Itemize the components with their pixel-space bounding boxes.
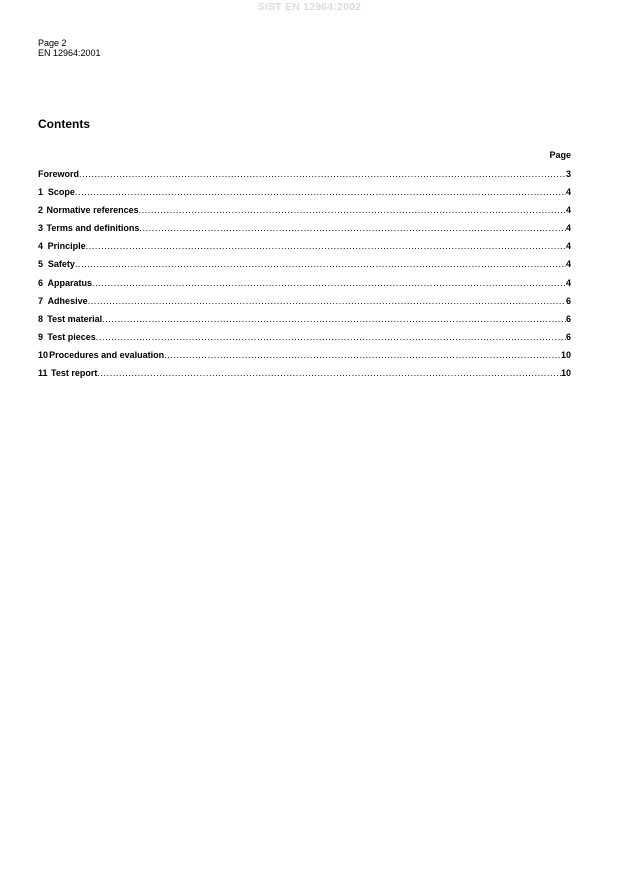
toc-entry-number: 5 [38,259,44,270]
toc-entry-number: 3 [38,223,44,234]
toc-entry[interactable] [38,165,571,183]
toc-entry-title: Test material [47,313,103,324]
toc-dot-leader [75,255,566,273]
toc-entry[interactable] [38,274,571,292]
toc-entry[interactable] [38,237,571,255]
contents-heading: Contents [38,117,90,131]
toc-entry[interactable] [38,292,571,310]
toc-dot-leader [139,201,566,219]
toc-entry-title: Normative references [46,205,139,216]
toc-entry-page: 4 [565,277,571,288]
table-of-contents [38,165,571,382]
toc-dot-leader [92,274,566,292]
toc-entry-page: 4 [565,205,571,216]
toc-entry-title: Safety [47,259,75,270]
toc-dot-leader [164,346,561,364]
toc-entry-number: 6 [38,277,44,288]
toc-entry-number: 4 [38,241,44,252]
toc-dot-leader [96,328,566,346]
toc-entry[interactable] [38,364,571,382]
toc-entry-page: 4 [565,259,571,270]
page-column-label: Page [549,150,571,160]
toc-dot-leader [79,165,566,183]
toc-entry-page: 6 [565,313,571,324]
toc-entry-title: Test report [50,368,98,379]
page-header [38,38,101,58]
toc-dot-leader [88,292,566,310]
toc-entry[interactable] [38,183,571,201]
toc-entry-page: 6 [565,295,571,306]
toc-entry-page: 4 [565,241,571,252]
toc-dot-leader [75,183,566,201]
toc-entry-number: 8 [38,313,44,324]
toc-entry-page: 4 [565,223,571,234]
toc-dot-leader [139,219,566,237]
toc-entry-number: 11 [38,368,48,379]
watermark: SIST EN 12964:2002 [257,1,362,13]
toc-entry[interactable] [38,201,571,219]
toc-entry-page: 10 [560,368,571,379]
toc-entry-page: 4 [565,187,571,198]
toc-dot-leader [97,364,561,382]
toc-entry-page: 3 [565,169,571,179]
toc-entry-number: 1 [38,187,44,198]
toc-entry-page: 6 [565,331,571,342]
toc-entry-title: Apparatus [47,277,92,288]
toc-entry-title: Scope [47,187,75,198]
toc-entry[interactable] [38,310,571,328]
toc-dot-leader [102,310,566,328]
toc-entry[interactable] [38,219,571,237]
toc-entry-title: Adhesive [47,295,88,306]
toc-entry-number: 9 [38,331,44,342]
toc-entry-number: 10 [38,349,49,360]
document-id: EN 12964:2001 [38,48,101,58]
toc-entry[interactable] [38,346,571,364]
toc-entry-title: Foreword [38,169,80,179]
toc-dot-leader [86,237,566,255]
toc-entry-number: 7 [38,295,44,306]
toc-entry-title: Terms and definitions [46,223,140,234]
toc-entry[interactable] [38,255,571,273]
toc-entry-title: Test pieces [47,331,96,342]
page-number-label: Page 2 [38,38,67,48]
toc-entry-title: Procedures and evaluation [49,349,165,360]
toc-entry-title: Principle [47,241,86,252]
toc-entry-page: 10 [560,349,571,360]
toc-entry-number: 2 [38,205,44,216]
toc-entry[interactable] [38,328,571,346]
